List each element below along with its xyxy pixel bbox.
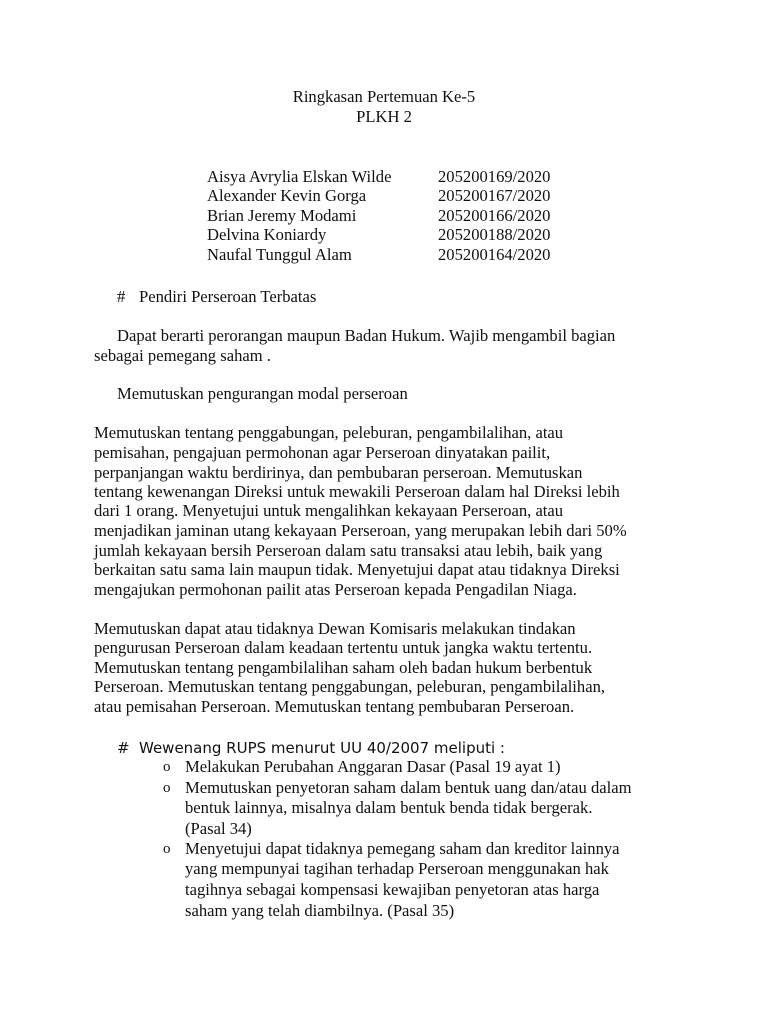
paragraph-line: jumlah kekayaan bersih Perseroan dalam satu transaksi atau lebih, baik yang [94,541,603,560]
paragraph-line: pemisahan, pengajuan permohonan agar Perseroan dinyatakan pailit, [94,443,551,462]
list-item: Melakukan Perubahan Anggaran Dasar (Pasal 19 ayat 1) [185,757,561,776]
paragraph-line: dari 1 orang. Menyetujui untuk mengalihkan kekayaan Perseroan, atau [94,501,564,520]
list-item: (Pasal 34) [185,819,252,838]
member-nim: 205200188/2020 [438,225,551,244]
list-item: bentuk lainnya, misalnya dalam bentuk benda tidak bergerak. [185,798,593,817]
bullet-icon: o [163,759,171,775]
bullet-icon: o [163,780,171,796]
document-subtitle: PLKH 2 [356,107,412,126]
paragraph-line: Memutuskan tentang penggabungan, peleburan, pengambilalihan, atau [94,423,564,442]
member-nim: 205200169/2020 [438,167,551,186]
paragraph-line: Memutuskan dapat atau tidaknya Dewan Komisaris melakukan tindakan [94,619,576,638]
list-item: Memutuskan penyetoran saham dalam bentuk uang dan/atau dalam [185,778,632,797]
member-name: Alexander Kevin Gorga [207,186,367,205]
paragraph-line: Memutuskan tentang pengambilalihan saham oleh badan hukum berbentuk [94,658,593,677]
section-marker: # [117,739,130,757]
list-item: tagihnya sebagai kompensasi kewajiban penyetoran atas harga [185,880,600,899]
bullet-icon: o [163,841,171,857]
paragraph-line: tentang kewenangan Direksi untuk mewakili Perseroan dalam hal Direksi lebih [94,482,620,501]
section-marker: # [117,287,126,306]
paragraph-line: pengurusan Perseroan dalam keadaan tertentu untuk jangka waktu tertentu. [94,638,593,657]
paragraph-line: Dapat berarti perorangan maupun Badan Hukum. Wajib mengambil bagian [117,326,616,345]
member-name: Delvina Koniardy [207,225,327,244]
list-item: yang mempunyai tagihan terhadap Perseroan menggunakan hak [185,859,609,878]
section-subheading: Memutuskan pengurangan modal perseroan [117,384,408,403]
paragraph-line: sebagai pemegang saham . [94,346,271,365]
member-name: Aisya Avrylia Elskan Wilde [207,167,392,186]
member-nim: 205200164/2020 [438,245,551,264]
paragraph-line: perpanjangan waktu berdirinya, dan pembubaran perseroan. Memutuskan [94,463,583,482]
list-item: saham yang telah diambilnya. (Pasal 35) [185,901,455,920]
member-nim: 205200166/2020 [438,206,551,225]
document-title: Ringkasan Pertemuan Ke-5 [292,87,476,106]
paragraph-line: mengajukan permohonan pailit atas Perseroan kepada Pengadilan Niaga. [94,580,577,599]
member-name: Brian Jeremy Modami [207,206,357,225]
section-heading: Wewenang RUPS menurut UU 40/2007 meliputi : [139,739,505,757]
paragraph-line: atau pemisahan Perseroan. Memutuskan tentang pembubaran Perseroan. [94,697,575,716]
list-item: Menyetujui dapat tidaknya pemegang saham dan kreditor lainnya [185,839,620,858]
section-heading: Pendiri Perseroan Terbatas [139,287,317,306]
paragraph-line: Perseroan. Memutuskan tentang penggabungan, peleburan, pengambilalihan, [94,677,606,696]
member-nim: 205200167/2020 [438,186,551,205]
paragraph-line: berkaitan satu sama lain maupun tidak. Menyetujui dapat atau tidaknya Direksi [94,560,620,579]
member-name: Naufal Tunggul Alam [207,245,352,264]
paragraph-line: menjadikan jaminan utang kekayaan Perseroan, yang merupakan lebih dari 50% [94,521,627,540]
